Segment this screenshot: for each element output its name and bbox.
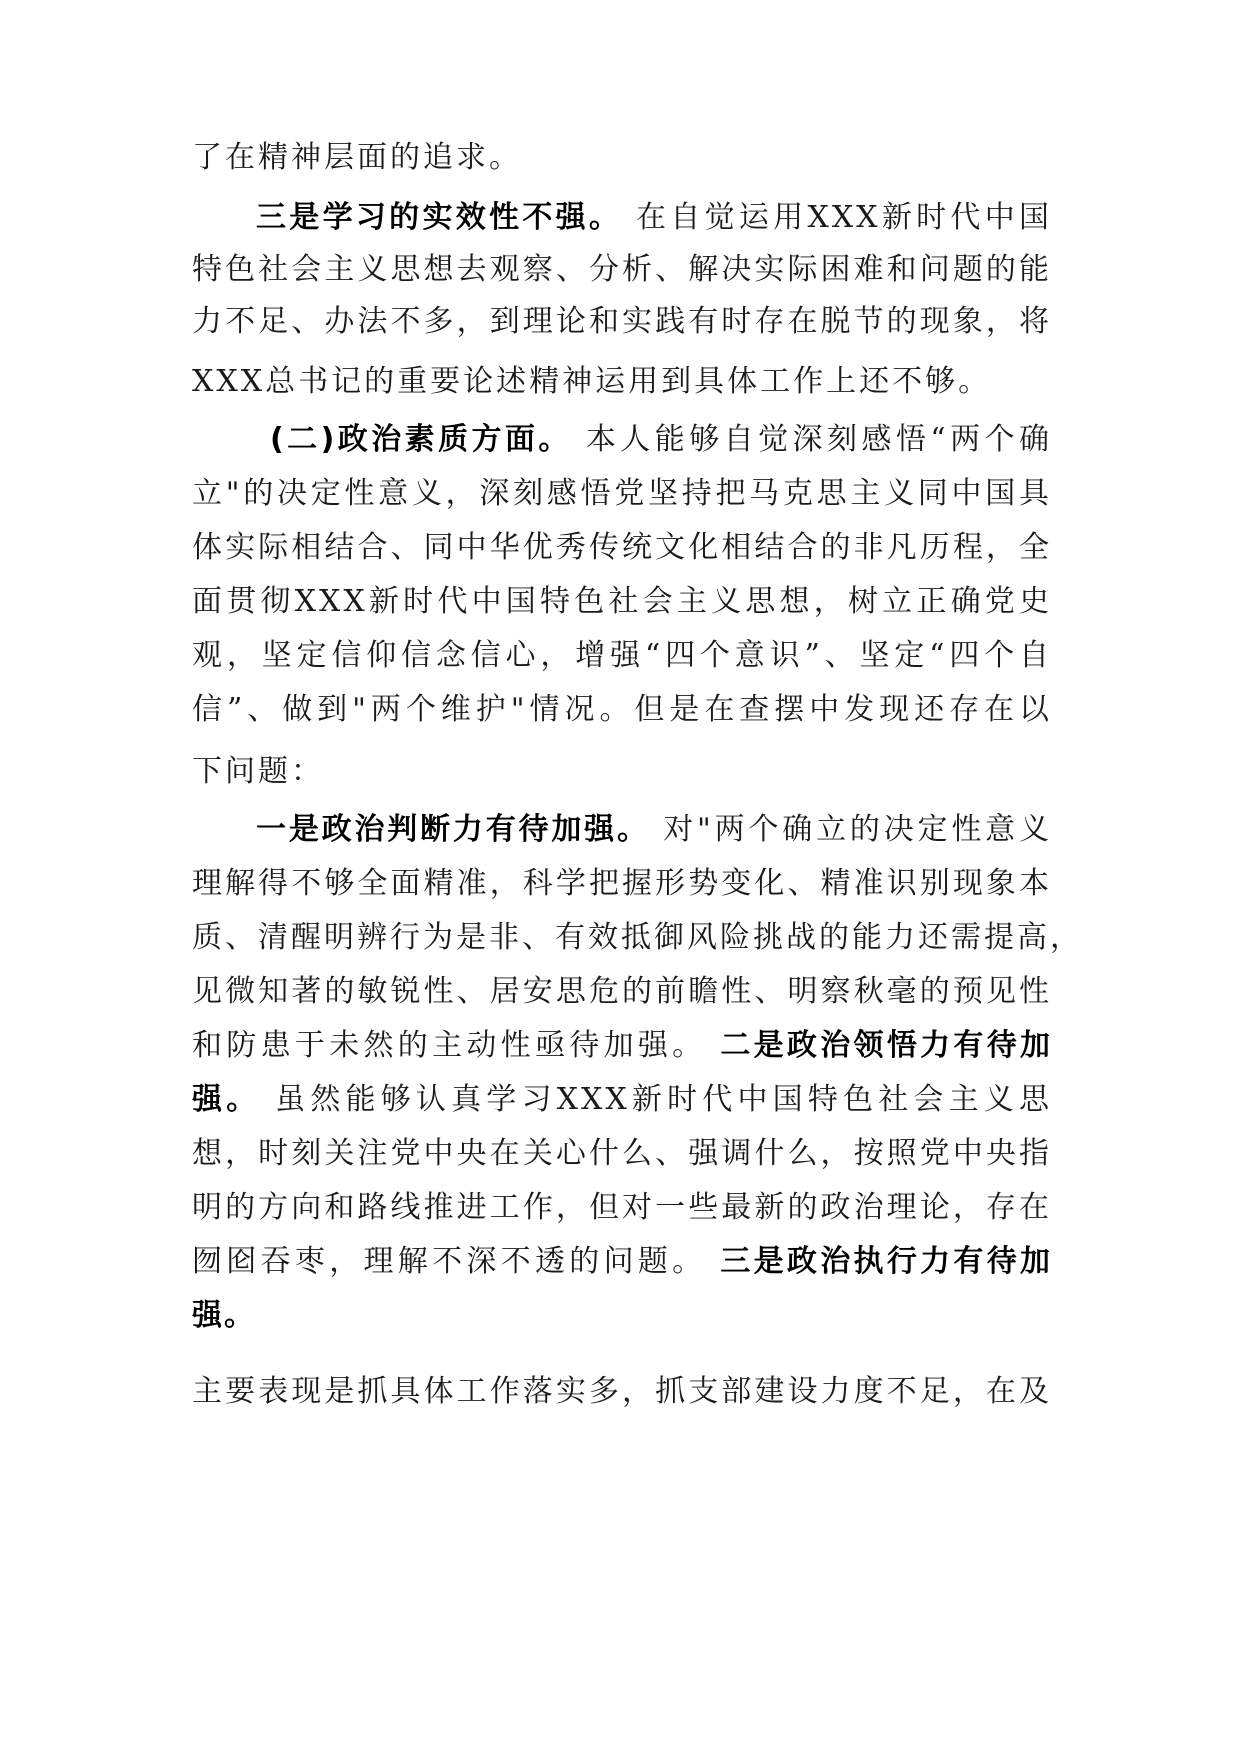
text-span: 理解得不够全面精准，科学把握形势变化、精准识别现象本 — [192, 866, 1052, 901]
text-span: 和防患于未然的主动性亟待加强。 — [192, 1028, 707, 1063]
text-span: 力不足、办法不多，到理论和实践有时存在脱节的现象，将 — [192, 304, 1052, 339]
text-span: 主要表现是抓具体工作落实多，抓支部建设力度不足，在及 — [192, 1374, 1052, 1409]
text-line-11 — [192, 688, 1052, 732]
text-line-4 — [192, 300, 1052, 344]
bold-heading-span: 一是政治判断力有待加强。 — [256, 812, 650, 847]
text-line-6 — [270, 418, 1052, 462]
text-line-9 — [192, 580, 1052, 624]
text-line-22 — [192, 1294, 1052, 1338]
text-line-12 — [192, 750, 1052, 794]
bold-heading-span: 三是政治执行力有待加 — [720, 1244, 1053, 1279]
text-span: 本人能够自觉深刻感悟“两个确 — [585, 422, 1052, 457]
text-line-17 — [192, 1024, 1052, 1068]
text-span: 囫囵吞枣，理解不深不透的问题。 — [192, 1244, 707, 1279]
text-span: 明的方向和路线推进工作，但对一些最新的政治理论，存在 — [192, 1190, 1052, 1225]
text-span: 体实际相结合、同中华优秀传统文化相结合的非凡历程，全 — [192, 530, 1052, 565]
text-line-20 — [192, 1186, 1052, 1230]
text-line-19 — [192, 1132, 1052, 1176]
bold-heading-span: (二)政治素质方面。 — [270, 422, 572, 457]
text-span: 了在精神层面的追求。 — [192, 140, 522, 175]
text-span: 质、清醒明辨行为是非、有效抵御风险挑战的能力还需提高， — [192, 920, 1083, 955]
text-span: 观，坚定信仰信念信心，增强“四个意识”、坚定“四个自 — [192, 638, 1052, 673]
text-span: 下问题： — [192, 754, 324, 789]
text-line-3 — [192, 248, 1052, 292]
text-line-21 — [192, 1240, 1052, 1284]
text-line-10 — [192, 634, 1052, 678]
bold-heading-span: 三是学习的实效性不强。 — [256, 200, 623, 235]
text-span: 特色社会主义思想去观察、分析、解决实际困难和问题的能 — [192, 252, 1052, 287]
text-line-23 — [192, 1370, 1052, 1414]
text-line-14 — [192, 862, 1052, 906]
text-line-8 — [192, 526, 1052, 570]
bold-heading-span: 二是政治领悟力有待加 — [720, 1028, 1053, 1063]
text-span: 对"两个确立的决定性意义 — [663, 812, 1052, 847]
text-line-15 — [192, 916, 1083, 960]
text-span: 面贯彻XXX新时代中国特色社会主义思想，树立正确党史 — [192, 584, 1052, 619]
text-span: 立"的决定性意义，深刻感悟党坚持把马克思主义同中国具 — [192, 476, 1052, 511]
text-span: 虽然能够认真学习XXX新时代中国特色社会主义思 — [275, 1082, 1053, 1117]
text-span: XXX总书记的重要论述精神运用到具体工作上还不够。 — [192, 364, 992, 399]
text-line-2 — [256, 196, 1052, 240]
bold-heading-span: 强。 — [192, 1298, 256, 1333]
text-line-7 — [192, 472, 1052, 516]
text-span: 信”、做到"两个维护"情况。但是在查摆中发现还存在以 — [192, 692, 1052, 727]
text-line-13 — [256, 808, 1052, 852]
text-span: 想，时刻关注党中央在关心什么、强调什么，按照党中央指 — [192, 1136, 1052, 1171]
text-line-16 — [192, 970, 1052, 1014]
text-span: 在自觉运用XXX新时代中国 — [636, 200, 1052, 235]
text-line-1 — [192, 136, 1052, 180]
text-span: 见微知著的敏锐性、居安思危的前瞻性、明察秋毫的预见性 — [192, 974, 1052, 1009]
text-line-18 — [192, 1078, 1052, 1122]
bold-heading-span: 强。 — [192, 1082, 261, 1117]
text-line-5 — [192, 360, 1052, 404]
